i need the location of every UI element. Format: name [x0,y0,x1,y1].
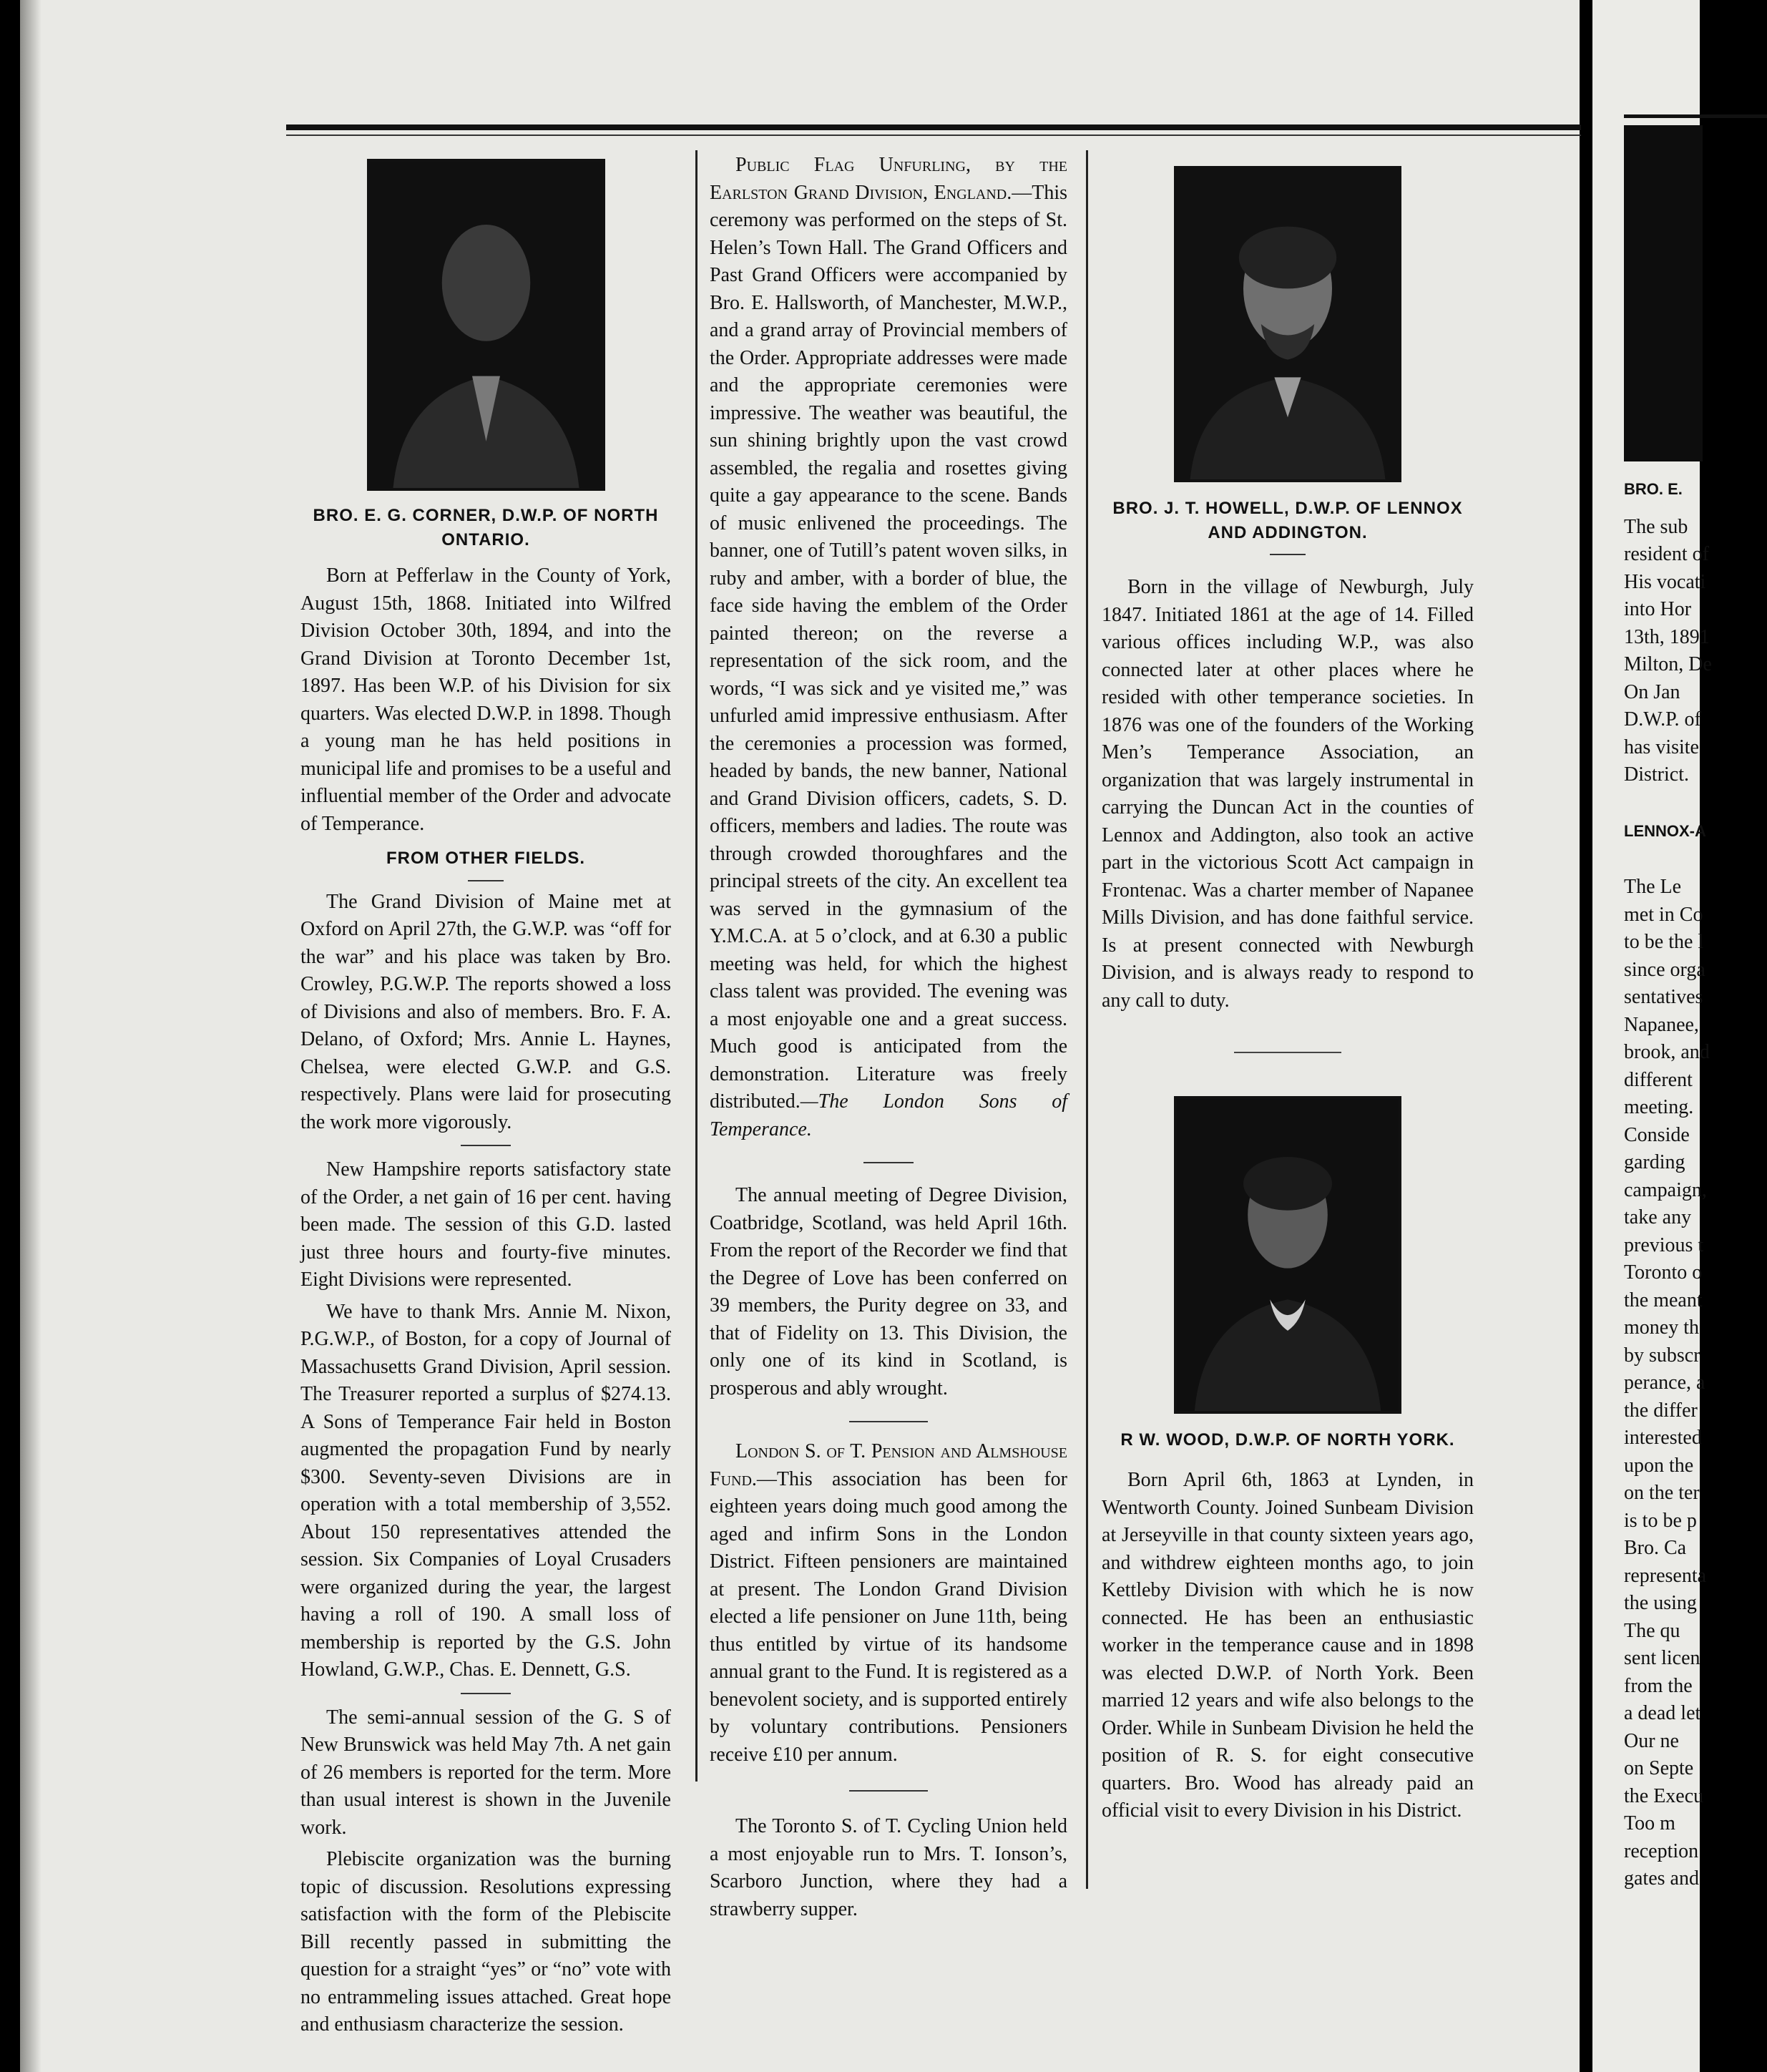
right-line: On Jan [1624,680,1680,703]
header-rule-thin [286,135,1581,136]
right-line: met in Co [1624,903,1703,926]
right-line: take any [1624,1206,1692,1228]
right-line: The Le [1624,876,1682,898]
binding-shadow [20,0,41,2072]
flag-unfurling-credit: —The London Sons of Temperance. [710,1090,1067,1140]
flag-unfurling-article [710,152,1067,1143]
right-line: on the ter [1624,1482,1700,1504]
right-line: has visite [1624,736,1699,758]
from-other-fields-heading: FROM OTHER FIELDS. [386,849,585,868]
howell-bio: Born in the village of Newburgh, July 1847. Initiated 1861 at the age of 14. Filled various offices including W.P., was also connected later at other places where he resided with other temperance societies. In 1876 was one of the founders of the Working Men’s Temperance Association, an organization that was largely instrumental in carrying the Duncan Act in the counties of Lennox and Addington, also took an active part in the victorious Scott Act campaign in Frontenac. Was a charter member of Napanee Mills Division, and has done faithful service. Is at present connected with Newburgh Division, and is always ready to respond to any call to duty. [1102,576,1474,1012]
right-line: sent licen [1624,1647,1700,1669]
right-line: previous t [1624,1233,1704,1256]
flag-unfurling-body: —This ceremony was performed on the steps of St. Helen’s Town Hall. The Grand Officers and Past Grand Officers were accompanied by Bro. E. Hallsworth, of Manchester, M.W.P., and a grand array of Provincial members of the Order. Appropriate addresses were made and the appropriate ceremonies were impressive. The weather was beautiful, the sun shining brightly upon the vast crowd assembled, the regalia and rosettes giving quite a gay appearance to the scene. Bands of music enlivened the proceedings. The banner, one of Tutill’s patent woven silks, in ruby and amber, with a border of blue, the face side having the emblem of the Order painted thereon; on the reverse a representation of the sick room, and the words, “I was sick and ye visited me,” was unfurled amid impressive enthusiasm. After the ceremonies a procession was formed, headed by bands, the new banner, National and Grand Division officers, cadets, S. D. officers, members and ladies. The route was through crowded thoroughfares and the principal streets of the city. An excellent tea was served in the gymnasium of the Y.M.C.A. at 5 o’clock, and at 6.30 a public meeting was held, for which the highest class talent was provided. The evening was a most enjoyable one and a great success. Much good is anticipated from the demonstration. Literature was freely distributed. [710,181,1067,1113]
new-hampshire-paragraph: New Hampshire reports satisfactory state of the Order, a net gain of 16 per cent. having been made. The session of this G.D. lasted just three hours and fourty-five minutes. Eight Divisions were represented. [300,1158,671,1291]
right-line: resident of [1624,543,1709,565]
portrait-wood-caption: R W. WOOD, D.W.P. OF NORTH YORK. [1120,1430,1455,1450]
right-line: money th [1624,1316,1699,1339]
corner-bio: Born at Pefferlaw in the County of York, August 15th, 1868. Initiated into Wilfred Division October 30th, 1894, and into the Grand Division at Toronto December 1st, 1897. Has been W.P. of his Division for six quarters. Was elected D.W.P. in 1898. Though a young man he has held positions in municipal life and promises to be a useful and influential member of the Order and advocate of Temperance. [300,565,671,835]
right-line: into Hor [1624,598,1692,620]
right-line: to be the l [1624,931,1704,953]
separator [849,1790,928,1792]
portrait-howell-icon [1177,169,1399,479]
new-brunswick-paragraph: The semi-annual session of the G. S of New Brunswick was held May 7th. A net gain of 26 members is reported for the term. More than usual interest is shown in the Juvenile work. [300,1706,671,1839]
right-line: Bro. Ca [1624,1537,1687,1559]
right-line: Too m [1624,1812,1675,1834]
separator [1234,1052,1341,1053]
right-page-photo-fragment [1624,125,1703,461]
separator [468,880,504,881]
right-line: His vocati [1624,570,1706,593]
right-line: perance, a [1624,1372,1705,1394]
right-line: gates and [1624,1867,1699,1890]
right-line: the meant [1624,1289,1703,1311]
right-line: Our ne [1624,1729,1679,1752]
cycling-union-article: The Toronto S. of T. Cycling Union held a most enjoyable run to Mrs. T. Ionson’s, Scarboro Junction, where they had a strawberry supper. [710,1815,1067,1920]
right-line: Conside [1624,1123,1690,1146]
right-line: BRO. E. [1624,480,1683,498]
right-line: Toronto o [1624,1261,1703,1284]
pension-fund-article [710,1438,1067,1769]
separator [461,1145,511,1146]
portrait-corner-icon [370,162,602,488]
portrait-howell [1174,166,1401,482]
right-line: interested [1624,1427,1702,1449]
degree-division-article: The annual meeting of Degree Division, Coatbridge, Scotland, was held April 16th. From the report of the Recorder we find that the Degree of Love has been conferred on 39 members, the Purity degree on 33, and that of Fidelity on 13. This Division, the only one of its kind in Scotland, is prosperous and ably wrought. [710,1184,1067,1399]
column-rule-1 [695,150,698,1782]
right-page-rule [1624,114,1767,118]
right-line: Napanee, [1624,1013,1699,1036]
right-line: D.W.P. of [1624,708,1701,730]
right-line: upon the [1624,1454,1694,1477]
separator [1270,554,1306,555]
massachusetts-paragraph: We have to thank Mrs. Annie M. Nixon, P.G.W.P., of Boston, for a copy of Journal of Massachusetts Grand Division, April session. The Treasurer reported a surplus of $274.13. A Sons of Temperance Fair held in Boston augmented the propagation Fund by nearly $300. Seventy-seven Divisions are in operation with a total membership of 3,552. About 150 representatives attended the session. Six Companies of Loyal Crusaders were organized during the year, the largest having a roll of 190. A small loss of membership is reported by the G.S. John Howland, G.W.P., Chas. E. Dennett, G.S. [300,1300,671,1681]
right-line: on Septe [1624,1757,1694,1779]
right-heading: LENNOX-A [1624,821,1706,840]
right-line: the Execu [1624,1784,1704,1807]
portrait-corner [367,159,605,491]
right-line: garding [1624,1151,1685,1173]
right-line: since orga [1624,958,1705,981]
column-rule-2 [1086,150,1088,1889]
right-line: different [1624,1068,1693,1091]
right-page-text [1624,114,1712,1893]
portrait-wood-icon [1177,1099,1399,1411]
separator [461,1693,511,1694]
pension-fund-body: —This association has been for eighteen years doing much good among the aged and infirm Sons in the London District. Fifteen pensioners are maintained at present. The London Grand Division elected a life pensioner on June 11th, being thus entitled by virtue of its handsome annual grant to the Fund. It is registered as a benevolent society, and is supported entirely by voluntary contributions. Pensioners receive £10 per annum. [710,1467,1067,1766]
right-line: brook, and [1624,1041,1710,1063]
pension-fund-title: London S. of T. Pension and Almshouse Fund. [710,1440,1067,1490]
wood-bio: Born April 6th, 1863 at Lynden, in Wentworth County. Joined Sunbeam Division at Jerseyville in that county sixteen years ago, and withdrew eighteen months ago, to join Kettleby Division with which he is now connected. He has been an enthusiastic worker in the temperance cause and in 1898 was elected D.W.P. of North York. Been married 12 years and wife also belongs to the Order. While in Sunbeam Division he held the position of R. S. for eight consecutive quarters. Bro. Wood has already paid an official visit to every Division in his District. [1102,1469,1474,1822]
right-line: the differ [1624,1399,1698,1422]
separator [849,1421,928,1422]
right-line: Milton, De [1624,653,1712,675]
right-line: 13th, 1891 [1624,625,1710,648]
right-line: sentatives [1624,986,1703,1008]
separator [863,1162,914,1163]
right-line: reception [1624,1839,1699,1862]
plebiscite-paragraph: Plebiscite organization was the burning topic of discussion. Resolutions expressing satisfaction with the form of the Plebiscite Bill recently passed in submitting the question for a straight “yes” or “no” vote with no entrammeling issues attached. Great hope and enthusiasm characterize the session. [300,1848,671,2036]
right-line: The sub [1624,515,1688,538]
column-2 [710,152,1067,1923]
right-line: meeting. [1624,1096,1694,1118]
maine-paragraph: The Grand Division of Maine met at Oxford on April 27th, the G.W.P. was “off for the war” and his place was taken by Bro. Crowley, P.G.W.P. The reports showed a loss of Divisions and also of members. Bro. F. A. Delano, of Oxford; Mrs. Annie L. Haynes, Chelsea, were elected G.W.P. and G.S. respectively. Plans were laid for prosecuting the work more vigorously. [300,890,671,1133]
right-line: The qu [1624,1619,1680,1642]
right-line: by subscr [1624,1344,1700,1367]
right-line: a dead let [1624,1702,1701,1724]
portrait-howell-caption: BRO. J. T. HOWELL, D.W.P. OF LENNOX AND ADDINGTON. [1112,499,1463,542]
right-line: is to be p [1624,1509,1697,1532]
right-line: from the [1624,1674,1693,1697]
header-rule [286,124,1581,130]
column-1 [300,159,671,2039]
portrait-wood [1174,1096,1401,1414]
flag-unfurling-title: Public Flag Unfurling, by the Earlston Grand Division, England. [710,154,1067,204]
portrait-corner-caption: BRO. E. G. CORNER, D.W.P. OF NORTH ONTARIO. [313,506,659,549]
right-line: representa [1624,1564,1707,1587]
column-3 [1102,166,1474,1825]
right-line: District. [1624,763,1689,786]
right-line: campaign, [1624,1178,1707,1201]
right-line: the using [1624,1592,1697,1614]
